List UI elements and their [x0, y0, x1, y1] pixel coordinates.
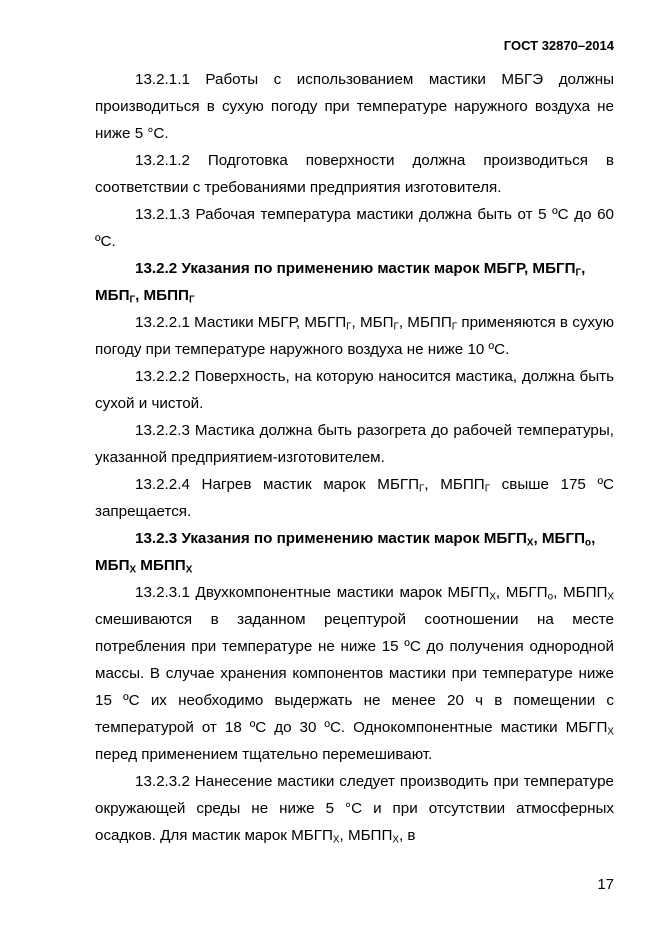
paragraph: 13.2.3.2 Нанесение мастики следует производить при температуре окружающей среды не ниже 5 °С и при отсутствии атмосферных осадков. Для мастик марок $МБГП_Х$, $МБПП_Х$, в [95, 773, 614, 846]
paragraph: 13.2.2.1 Мастики МБГР, $МБГП_Г$, $МБП_Г$, $МБПП_Г$ применяются в сухую погоду при температуре наружного воздуха не ниже 10 ºС. [95, 314, 614, 358]
paragraph: 13.2.1.2 Подготовка поверхности должна производиться в соответствии с требованиями предприятия изготовителя. [95, 152, 614, 196]
document-code: ГОСТ 32870–2014 [503, 38, 614, 53]
paragraph: 13.2.2.4 Нагрев мастик марок $МБГП_Г$, $МБПП_Г$ свыше 175 ºС запрещается. [95, 476, 614, 520]
paragraph: 13.2.1.1 Работы с использованием мастики МБГЭ должны производиться в сухую погоду при температуре наружного воздуха не ниже 5 °С. [95, 71, 614, 142]
document-body [95, 66, 614, 849]
paragraph: 13.2.1.3 Рабочая температура мастики должна быть от 5 ºС до 60 ºС. [95, 206, 614, 250]
page-number: 17 [597, 876, 614, 893]
paragraph: 13.2.2.3 Мастика должна быть разогрета до рабочей температуры, указанной предприятием-изготовителем. [95, 422, 614, 466]
paragraph: 13.2.3.1 Двухкомпонентные мастики марок $МБГП_Х$, $МБГП_о$, $МБПП_Х$ смешиваются в заданном рецептурой соотношении на месте потребления при температуре не ниже 15 ºС до получения однородной массы. В случае хранения компонентов мастики при температуре ниже 15 ºС их необходимо выдержать не менее 20 ч в помещении с температурой от 18 ºС до 30 ºС. Однокомпонентные мастики $МБГП_Х$ перед применением тщательно перемешивают. [95, 584, 615, 763]
section-heading: 13.2.3 Указания по применению мастик марок $МБГП_Х$, $МБГП_о$, $МБП_Х$ $МБПП_Х$ [95, 530, 596, 576]
paragraph: 13.2.2.2 Поверхность, на которую наносится мастика, должна быть сухой и чистой. [95, 368, 614, 412]
section-heading: 13.2.2 Указания по применению мастик марок МБГР, $МБГП_Г$, $МБП_Г$, $МБПП_Г$ [95, 260, 586, 306]
